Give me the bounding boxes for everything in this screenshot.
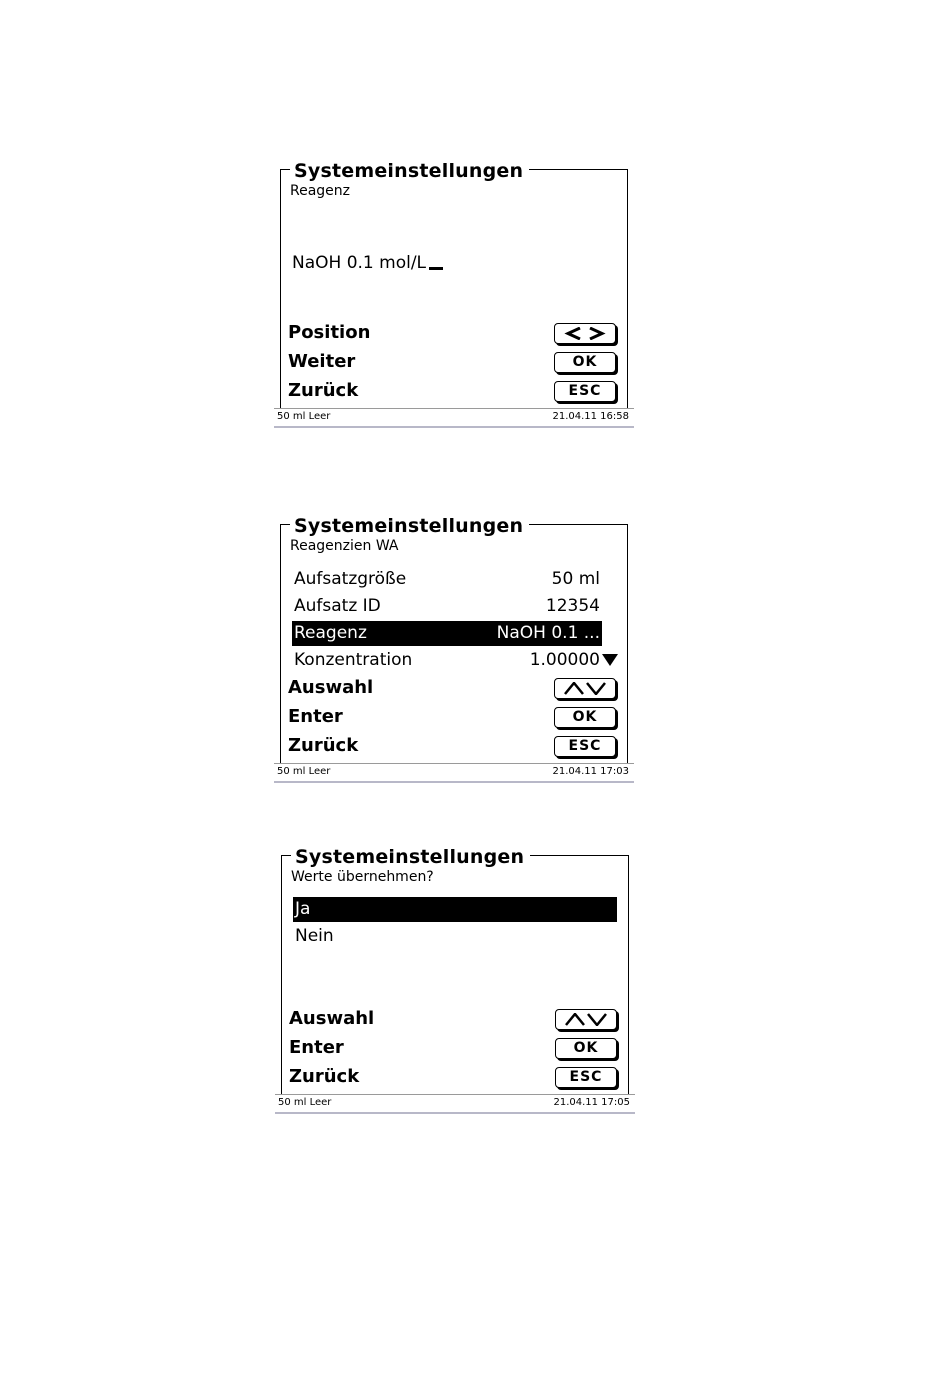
softkey-label-position: Position: [288, 322, 371, 343]
status-left: 50 ml Leer: [278, 1097, 332, 1108]
status-bar: [274, 763, 634, 783]
list-item-reagenz-selected[interactable]: [292, 621, 602, 646]
up-down-arrows-icon: [555, 682, 615, 695]
row-label: Aufsatzgröße: [294, 569, 407, 589]
screen-reagents-settings: [274, 515, 634, 781]
softkey-label-enter: Enter: [289, 1037, 344, 1058]
status-left: 50 ml Leer: [277, 766, 331, 777]
esc-button[interactable]: ESC: [554, 381, 616, 402]
ok-button[interactable]: OK: [554, 707, 616, 728]
up-down-button[interactable]: [554, 678, 616, 699]
ok-button[interactable]: OK: [554, 352, 616, 373]
up-down-button[interactable]: [555, 1009, 617, 1030]
row-label: Konzentration: [294, 650, 413, 670]
status-datetime: 21.04.11 16:58: [552, 411, 629, 422]
row-value: 12354: [545, 596, 600, 616]
screen-frame: [280, 169, 628, 409]
softkey-label-enter: Enter: [288, 706, 343, 727]
status-left: 50 ml Leer: [277, 411, 331, 422]
esc-button[interactable]: ESC: [554, 736, 616, 757]
list-item-aufsatzgroesse[interactable]: [292, 567, 602, 592]
status-datetime: 21.04.11 17:05: [553, 1097, 630, 1108]
screen-reagent-input: [274, 160, 634, 426]
screen-subtitle: Reagenzien WA: [290, 538, 399, 554]
row-value: 1.00000: [529, 650, 600, 670]
row-value: 50 ml: [551, 569, 600, 589]
text-cursor: [429, 253, 443, 270]
softkey-label-auswahl: Auswahl: [288, 677, 374, 698]
list-item-konzentration[interactable]: [292, 648, 620, 673]
ok-button[interactable]: OK: [555, 1038, 617, 1059]
position-button[interactable]: [554, 323, 616, 344]
option-ja-selected[interactable]: [293, 897, 617, 922]
reagent-input-value: NaOH 0.1 mol/L: [292, 253, 427, 273]
softkey-label-weiter: Weiter: [288, 351, 356, 372]
screen-title: Systemeinstellungen: [290, 160, 529, 182]
status-bar: [275, 1094, 635, 1114]
screen-confirm-values: [275, 846, 635, 1112]
list-item-aufsatz-id[interactable]: [292, 594, 602, 619]
status-datetime: 21.04.11 17:03: [552, 766, 629, 777]
option-label: Nein: [295, 926, 334, 946]
screen-title: Systemeinstellungen: [290, 515, 529, 537]
esc-button[interactable]: ESC: [555, 1067, 617, 1088]
softkey-label-zurueck: Zurück: [289, 1066, 360, 1087]
row-label: Reagenz: [294, 623, 367, 643]
option-nein[interactable]: [293, 924, 617, 949]
screen-subtitle: Reagenz: [290, 183, 351, 199]
screen-title: Systemeinstellungen: [291, 846, 530, 868]
up-down-arrows-icon: [556, 1013, 616, 1026]
softkey-label-auswahl: Auswahl: [289, 1008, 375, 1029]
left-right-arrows-icon: [555, 327, 615, 340]
option-label: Ja: [295, 899, 311, 919]
reagent-input-field[interactable]: [292, 252, 443, 274]
softkey-label-zurueck: Zurück: [288, 735, 359, 756]
screen-frame: [281, 855, 629, 1095]
row-label: Aufsatz ID: [294, 596, 381, 616]
status-bar: [274, 408, 634, 428]
softkey-label-zurueck: Zurück: [288, 380, 359, 401]
row-value: NaOH 0.1 ...: [496, 623, 600, 643]
screen-subtitle: Werte übernehmen?: [291, 869, 434, 885]
scroll-down-arrow-icon[interactable]: [602, 654, 618, 666]
